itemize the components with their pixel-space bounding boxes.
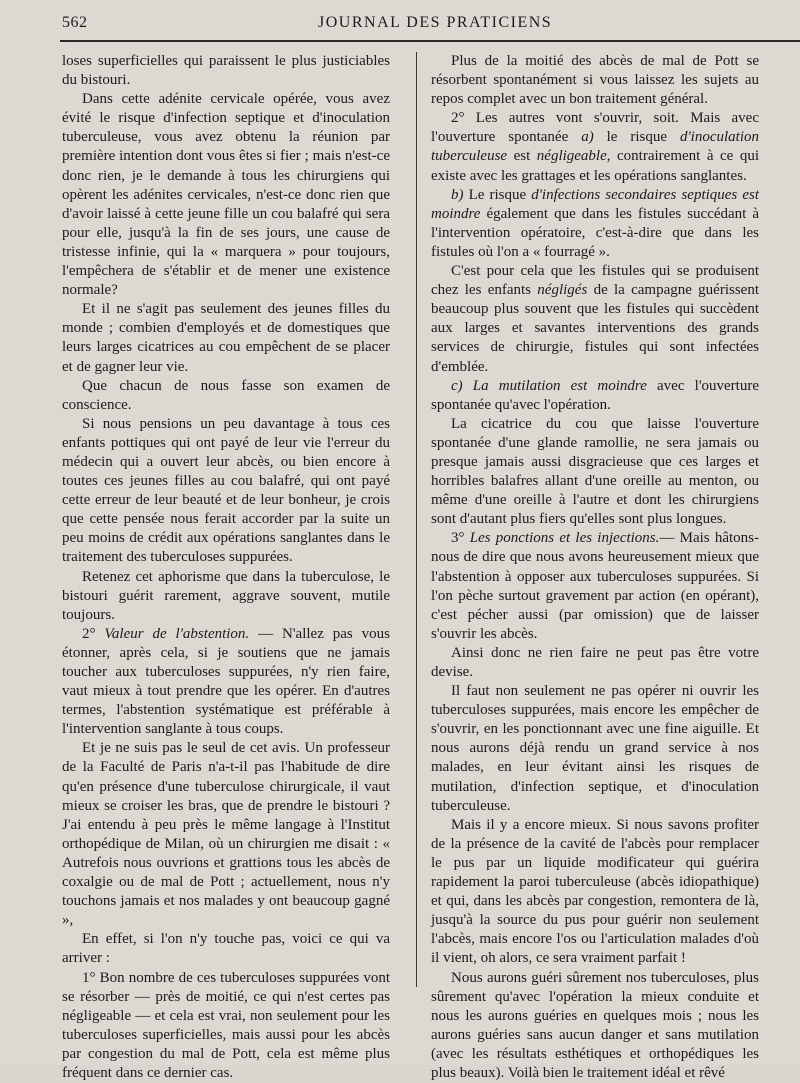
italic-text: négligeable xyxy=(537,148,607,164)
page-header xyxy=(0,0,800,44)
paragraph xyxy=(62,625,390,740)
column-divider xyxy=(416,52,417,987)
header-rule xyxy=(60,40,800,42)
paragraph xyxy=(431,262,759,377)
body-text: Retenez cet aphorisme que dans la tuberculose, le bistouri guérit rarement, aggrave souvent, mutile toujours. xyxy=(62,569,390,623)
italic-text: Valeur de l'abstention. xyxy=(104,626,249,642)
italic-text: négligés xyxy=(537,282,587,298)
running-title: JOURNAL DES PRATICIENS xyxy=(318,14,552,32)
paragraph xyxy=(62,930,390,968)
italic-text: d'infections secondaires septiques est moindre xyxy=(431,187,759,222)
italic-text: c) La mutilation est moindre xyxy=(451,378,647,394)
body-text: 3° xyxy=(451,530,470,546)
italic-text: Les ponctions et les injections. xyxy=(470,530,660,546)
body-text: Dans cette adénite cervicale opérée, vous avez évité le risque d'infection septique et d'inoculation tuberculeuse, vous avez obtenu la réunion par première intention dont vous êtes si fier ; mais n'est-ce donc rien, je le demande à tous les chirurgiens qui opèrent les adénites cervicales, n'est-ce donc rien que d'avoir laissé à cette jeune fille un cou balafré qui sera pour elle, jusqu'à la fin de ses jours, une cause de tristesse infinie, qui la « marquera » pour toujours, l'empêchera de s'établir et de mener une existence normale? xyxy=(62,91,390,298)
body-text: 2° xyxy=(82,626,104,642)
paragraph xyxy=(62,568,390,625)
body-text: Le risque xyxy=(464,187,532,203)
body-text: Plus de la moitié des abcès de mal de Pott se résorbent spontanément si vous laissez les sujets au repos complet avec un bon traitement général. xyxy=(431,53,759,107)
italic-text: d'inoculation tuberculeuse xyxy=(431,129,759,164)
body-text: Si nous pensions un peu davantage à tous ces enfants pottiques qui ont payé de leur vie l'erreur du médecin qui a ouvert leur abcès, ou bien encore à toutes ces jeunes filles au cou balafré, qui ont payé cette erreur de leur beauté et de leur bonheur, je crois que cette pensée nous ferait accorder par la suite un peu moins de crédit aux opérations sanglantes dans le traitement des tuberculoses suppurées. xyxy=(62,416,390,566)
paragraph xyxy=(62,300,390,376)
italic-text: b) xyxy=(451,187,464,203)
body-text: Et je ne suis pas le seul de cet avis. Un professeur de la Faculté de Paris n'a-t-il pas l'habitude de dire qu'en présence d'une tuberculose chirurgicale, il vaut mieux se croiser les bras, que de prendre le bistouri ? J'ai entendu à peu près le même langage à l'Institut orthopédique de Milan, où un chirurgien me disait : « Autrefois nous ouvrions et grattions tous les abcès de coxalgie ou de mal de Pott ; actuellement, nous n'y touchons jamais et nos malades y ont beaucoup gagné », xyxy=(62,740,390,928)
body-text: La cicatrice du cou que laisse l'ouverture spontanée d'une glande ramollie, ne sera jamais ou presque jamais aussi disgracieuse que ces larges et horribles balafres allant d'une oreille au menton, ou même d'une oreille à l'autre et dont les chirurgiens sont d'autant plus fiers qu'elles sont plus longues. xyxy=(431,416,759,527)
paragraph xyxy=(431,415,759,530)
body-text: Nous aurons guéri sûrement nos tuberculoses, plus sûrement qu'avec l'opération la mieux conduite et nous les aurons guéries en quelques mois ; nous les aurons guéries sans aucun danger et sans mutilation (avec les résultats esthétiques et orthopédiques les plus beaux). Voilà bien le traitement idéal et rêvé xyxy=(431,970,759,1081)
body-text: , contrairement à ce qui existe avec les grattages et les opérations sanglantes. xyxy=(431,148,759,183)
paragraph xyxy=(62,377,390,415)
body-text: de la campagne guérissent beaucoup plus souvent que les fistules qui succèdent aux larges et savantes interventions des grands services de chirurgie, fistules qui sont infectées d'emblée. xyxy=(431,282,759,374)
body-text: 1° Bon nombre de ces tuberculoses suppurées vont se résorber — près de moitié, ce qui n'est certes pas négligeable — et cela est vrai, non seulement pour les tuberculoses superficielles, mais aussi pour les abcès par congestion du mal de Pott, cela est même plus fréquent dans ce dernier cas. xyxy=(62,970,390,1081)
paragraph xyxy=(62,52,390,90)
paragraph xyxy=(431,816,759,969)
italic-text: a) xyxy=(581,129,594,145)
body-text: avec l'ouverture spontanée qu'avec l'opération. xyxy=(431,378,759,413)
paragraph xyxy=(431,52,759,109)
body-text: 2° Les autres vont s'ouvrir, soit. Mais avec l'ouverture spontanée xyxy=(431,110,759,145)
page-number: 562 xyxy=(62,14,88,32)
body-text: Que chacun de nous fasse son examen de conscience. xyxy=(62,378,390,413)
paragraph xyxy=(431,109,759,185)
paragraph xyxy=(431,682,759,816)
body-text: Mais il y a encore mieux. Si nous savons profiter de la présence de la cavité de l'abcès pour remplacer le pus par un liquide modificateur qui guérira rapidement la paroi tuberculeuse (abcès idiopathique) et qui, dans les abcès par congestion, remontera de là, jusqu'à la source du pus pour guérir non seulement l'abcès, mais encore l'os ou l'articulation malades d'où il vient, oh alors, ce sera vraiment parfait ! xyxy=(431,817,759,967)
paragraph xyxy=(431,377,759,415)
right-column xyxy=(431,52,759,1083)
body-text: également que dans les fistules succédant à l'intervention opératoire, c'est-à-dire que dans les fistules où l'on a « fourragé ». xyxy=(431,206,759,260)
body-text: loses superficielles qui paraissent le plus justiciables du bistouri. xyxy=(62,53,390,88)
left-column xyxy=(62,52,390,1083)
body-text: Et il ne s'agit pas seulement des jeunes filles du monde ; combien d'employés et de domestiques que leurs larges cicatrices au cou empêchent de se placer et de gagner leur vie. xyxy=(62,301,390,374)
paragraph xyxy=(431,969,759,1083)
body-text: Ainsi donc ne rien faire ne peut pas être votre devise. xyxy=(431,645,759,680)
paragraph xyxy=(62,969,390,1083)
paragraph xyxy=(62,415,390,568)
body-text: le risque xyxy=(594,129,680,145)
body-text: est xyxy=(507,148,537,164)
paragraph xyxy=(431,644,759,682)
body-text: C'est pour cela que les fistules qui se produisent chez les enfants xyxy=(431,263,759,298)
paragraph xyxy=(62,90,390,300)
body-text: — N'allez pas vous étonner, après cela, si je soutiens que ne jamais toucher aux tuberculoses suppurées, n'y rien faire, vaut mieux à tout prendre que les opérer. En d'autres termes, l'abstention systématique est préférable à l'intervention sanglante à tous coups. xyxy=(62,626,390,737)
paragraph xyxy=(431,186,759,262)
body-text: — Mais hâtons-nous de dire que nous avons heureusement mieux que l'abstention à opposer aux tuberculoses suppurées. Si l'on pèche surtout gravement par action (en opérant), c'est pécher aussi (par omission) que de laisser s'ouvrir les abcès. xyxy=(431,530,759,641)
paragraph xyxy=(431,529,759,644)
body-text: Il faut non seulement ne pas opérer ni ouvrir les tuberculoses suppurées, mais encore les empêcher de s'ouvrir, en les ponctionnant avec une fine aiguille. Et nous aurons déjà rendu un grand service à nos malades, en leur évitant ainsi les risques de mutilation, d'infection septique, et d'inoculation tuberculeuse. xyxy=(431,683,759,814)
body-text: En effet, si l'on n'y touche pas, voici ce qui va arriver : xyxy=(62,931,390,966)
paragraph xyxy=(62,739,390,930)
